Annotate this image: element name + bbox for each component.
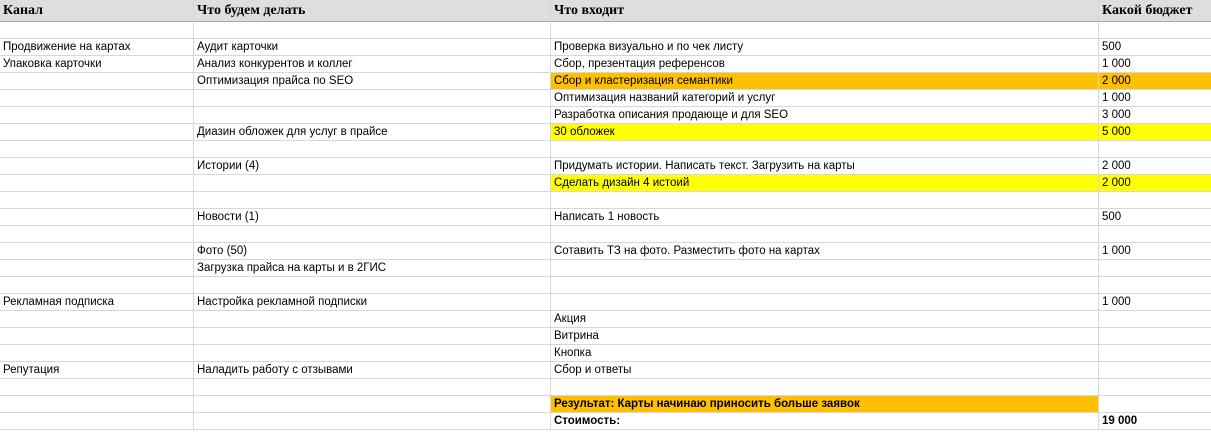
task-cell[interactable] [194,311,551,328]
included-cell[interactable]: Результат: Карты начинаю приносить больше заявок [551,396,1099,413]
header-what-to-do[interactable]: Что будем делать [194,0,551,22]
task-cell[interactable]: Загрузка прайса на карты и в 2ГИС [194,260,551,277]
channel-cell[interactable] [0,158,194,175]
included-cell[interactable]: Сбор и кластеризация семантики [551,73,1099,90]
channel-cell[interactable] [0,379,194,396]
channel-cell[interactable] [0,107,194,124]
task-cell[interactable] [194,192,551,209]
channel-cell[interactable] [0,277,194,294]
channel-cell[interactable] [0,192,194,209]
included-cell[interactable] [551,141,1099,158]
channel-cell[interactable] [0,226,194,243]
task-cell[interactable]: Аудит карточки [194,39,551,56]
channel-cell[interactable]: Упаковка карточки [0,56,194,73]
included-cell[interactable]: Разработка описания продающе и для SEO [551,107,1099,124]
channel-cell[interactable]: Репутация [0,362,194,379]
channel-cell[interactable] [0,311,194,328]
included-cell[interactable]: Оптимизация названий категорий и услуг [551,90,1099,107]
channel-cell[interactable] [0,328,194,345]
channel-cell[interactable] [0,141,194,158]
budget-cell[interactable] [1099,141,1211,158]
budget-cell[interactable] [1099,22,1211,39]
channel-cell[interactable]: Продвижение на картах [0,39,194,56]
task-cell[interactable] [194,277,551,294]
included-cell[interactable] [551,226,1099,243]
budget-cell[interactable] [1099,311,1211,328]
included-cell[interactable]: Сделать дизайн 4 истоий [551,175,1099,192]
channel-cell[interactable] [0,243,194,260]
channel-cell[interactable] [0,413,194,430]
channel-cell[interactable] [0,396,194,413]
budget-cell[interactable] [1099,192,1211,209]
included-cell[interactable]: Кнопка [551,345,1099,362]
budget-cell[interactable] [1099,226,1211,243]
included-cell[interactable]: Сотавить ТЗ на фото. Разместить фото на картах [551,243,1099,260]
budget-cell[interactable]: 1 000 [1099,243,1211,260]
included-cell[interactable]: Витрина [551,328,1099,345]
channel-cell[interactable] [0,345,194,362]
budget-cell[interactable] [1099,277,1211,294]
task-cell[interactable] [194,90,551,107]
included-cell[interactable] [551,192,1099,209]
included-cell[interactable]: Сбор и ответы [551,362,1099,379]
budget-cell[interactable] [1099,328,1211,345]
budget-cell[interactable]: 19 000 [1099,413,1211,430]
included-cell[interactable]: Акция [551,311,1099,328]
header-channel[interactable]: Канал [0,0,194,22]
task-cell[interactable]: Фото (50) [194,243,551,260]
included-cell[interactable]: Стоимость: [551,413,1099,430]
included-cell[interactable] [551,22,1099,39]
task-cell[interactable] [194,379,551,396]
budget-cell[interactable] [1099,396,1211,413]
channel-cell[interactable] [0,73,194,90]
task-cell[interactable] [194,22,551,39]
task-cell[interactable] [194,345,551,362]
task-cell[interactable]: Новости (1) [194,209,551,226]
task-cell[interactable] [194,141,551,158]
header-budget[interactable]: Какой бюджет [1099,0,1211,22]
budget-cell[interactable]: 2 000 [1099,158,1211,175]
included-cell[interactable] [551,379,1099,396]
budget-cell[interactable] [1099,379,1211,396]
task-cell[interactable]: Диазин обложек для услуг в прайсе [194,124,551,141]
channel-cell[interactable] [0,209,194,226]
budget-cell[interactable]: 1 000 [1099,56,1211,73]
header-what-included[interactable]: Что входит [551,0,1099,22]
budget-cell[interactable] [1099,345,1211,362]
included-cell[interactable] [551,294,1099,311]
included-cell[interactable]: Придумать истории. Написать текст. Загрузить на карты [551,158,1099,175]
budget-cell[interactable] [1099,260,1211,277]
included-cell[interactable]: Написать 1 новость [551,209,1099,226]
channel-cell[interactable] [0,260,194,277]
channel-cell[interactable]: Рекламная подписка [0,294,194,311]
budget-cell[interactable]: 2 000 [1099,73,1211,90]
included-cell[interactable]: Сбор, презентация референсов [551,56,1099,73]
budget-cell[interactable] [1099,362,1211,379]
included-cell[interactable] [551,260,1099,277]
budget-cell[interactable]: 1 000 [1099,90,1211,107]
task-cell[interactable] [194,226,551,243]
task-cell[interactable]: Наладить работу с отзывами [194,362,551,379]
budget-cell[interactable]: 5 000 [1099,124,1211,141]
task-cell[interactable] [194,396,551,413]
channel-cell[interactable] [0,124,194,141]
task-cell[interactable] [194,413,551,430]
task-cell[interactable]: Настройка рекламной подписки [194,294,551,311]
included-cell[interactable] [551,277,1099,294]
budget-cell[interactable]: 500 [1099,209,1211,226]
task-cell[interactable]: Анализ конкурентов и коллег [194,56,551,73]
task-cell[interactable]: Истории (4) [194,158,551,175]
task-cell[interactable] [194,328,551,345]
task-cell[interactable] [194,107,551,124]
channel-cell[interactable] [0,22,194,39]
budget-cell[interactable]: 500 [1099,39,1211,56]
included-cell[interactable]: Проверка визуально и по чек листу [551,39,1099,56]
task-cell[interactable]: Оптимизация прайса по SEO [194,73,551,90]
included-cell[interactable]: 30 обложек [551,124,1099,141]
budget-cell[interactable]: 3 000 [1099,107,1211,124]
task-cell[interactable] [194,175,551,192]
channel-cell[interactable] [0,175,194,192]
budget-cell[interactable]: 1 000 [1099,294,1211,311]
budget-cell[interactable]: 2 000 [1099,175,1211,192]
channel-cell[interactable] [0,90,194,107]
